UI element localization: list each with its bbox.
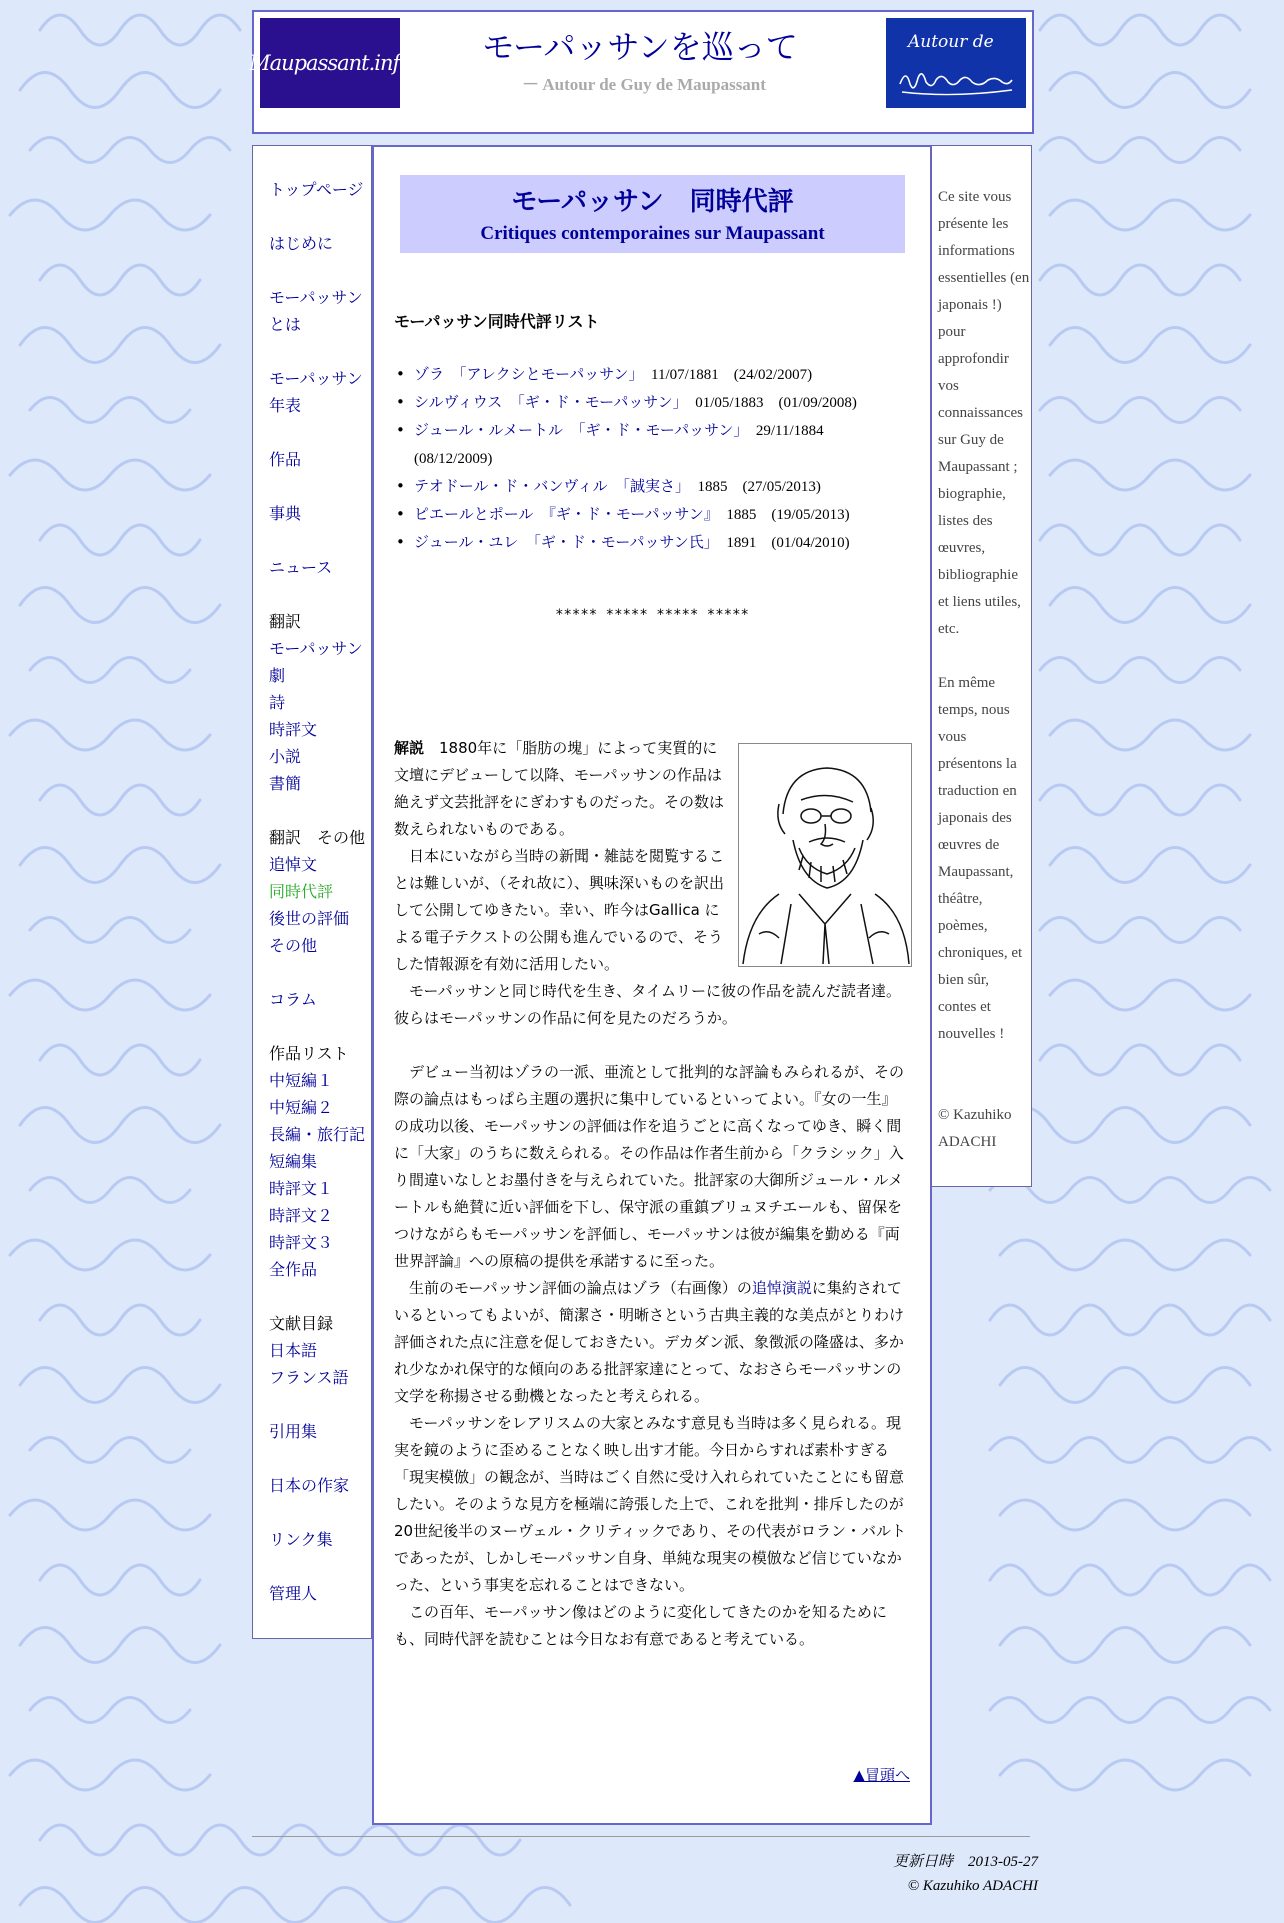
critique-date: 1891 (01/04/2010) (726, 535, 850, 551)
site-header (249, 10, 1034, 134)
back-to-top-link[interactable]: ▲冒頭へ (853, 1766, 910, 1784)
nav-item-intro[interactable]: はじめに (269, 234, 334, 253)
critique-link[interactable]: テオドール・ド・バンヴィル 「誠実さ」 (414, 477, 683, 495)
separator: ***** ***** ***** ***** (555, 607, 749, 623)
autour-logo[interactable] (886, 18, 1026, 108)
bullet-icon: • (396, 365, 405, 383)
site-logo-text: Maupassant.info (249, 51, 411, 75)
nav-item-quotes[interactable]: 引用集 (269, 1422, 318, 1441)
nav-item-works-2[interactable]: 中短編２ (269, 1098, 334, 1117)
critique-link[interactable]: ピエールとポール 『ギ・ド・モーパッサン』 (414, 505, 712, 523)
list-item (394, 389, 909, 417)
nav-item-contemporary-critiques[interactable]: 同時代評 (269, 882, 334, 901)
nav-item-works-all[interactable]: 全作品 (269, 1260, 318, 1279)
commentary-text: に集約されているといってもよいが、簡潔さ・明晰さという古典主義的な美点がとりわけ評価された点に注意を促しておきたい。デカダン派、象徴派の隆盛は、多かれ少なかれ保守的な傾向のある批評家達にとって、なおさらモーパッサンの文学を称揚させる動機となったと考えられる。 (394, 1279, 905, 1405)
commentary (394, 735, 909, 1653)
commentary-paragraph: 日本にいながら当時の新聞・雑誌を閲覧することは難しいが、（それ故に）、興味深いものを訳出して公開してゆきたい。幸い、昨今はGallica による電子テクストの公開も進んでいるので、そうした情報源を有効に活用したい。 (394, 847, 725, 973)
nav-item-trans-chronicles[interactable]: 時評文 (269, 720, 318, 739)
bullet-icon: • (396, 421, 405, 439)
sidebar-intro-text: Ce site vous présente les informations essentielles (en japonais !) pour approfondir vos connaissances sur Guy de Maupassant ; biographie, listes des œuvres, bibliographie et liens utiles, etc. (938, 189, 1030, 637)
nav-item-encyclopedia[interactable]: 事典 (269, 504, 302, 523)
critique-date: 01/05/1883 (01/09/2008) (695, 395, 857, 411)
nav-item-chronology[interactable]: モーパッサン 年表 (269, 369, 363, 415)
nav-item-trans-drama[interactable]: 劇 (269, 666, 286, 685)
nav-item-admin[interactable]: 管理人 (269, 1584, 318, 1603)
nav-heading-translation: 翻訳 (269, 612, 302, 631)
commentary-label: 解説 (394, 739, 425, 757)
nav-item-later-evaluations[interactable]: 後世の評価 (269, 909, 350, 928)
nav-item-trans-poems[interactable]: 詩 (269, 693, 286, 712)
nav-item-other[interactable]: その他 (269, 936, 318, 955)
sidebar-translation-text: En même temps, nous vous présentons la traduction en japonais des œuvres de Maupassant, théâtre, poèmes, chroniques, et bien sûr, contes et nouvelles ! (938, 675, 1023, 1042)
site-subtitle: － Autour de Guy de Maupassant (522, 75, 766, 94)
nav-item-top[interactable]: トップページ (269, 180, 364, 199)
bullet-icon: • (396, 533, 405, 551)
list-item (394, 473, 909, 501)
left-navigation (252, 145, 372, 1639)
site-logo[interactable] (249, 18, 411, 108)
critique-link[interactable]: ゾラ 「アレクシとモーパッサン」 (414, 365, 637, 383)
sidebar-text (938, 184, 1030, 1156)
nav-item-works-chron-3[interactable]: 時評文３ (269, 1233, 334, 1252)
nav-item-works-1[interactable]: 中短編１ (269, 1071, 334, 1090)
nav-heading-bibliography: 文献目録 (269, 1314, 334, 1333)
critique-list-heading: モーパッサン同時代評リスト (394, 312, 600, 331)
sidebar-copyright: © Kazuhiko ADACHI (938, 1107, 1012, 1150)
autour-logo-text: Autour de (908, 32, 994, 52)
critique-date: 1885 (27/05/2013) (697, 479, 821, 495)
site-title: モーパッサンを巡って (482, 28, 798, 66)
nav-item-bib-french[interactable]: フランス語 (269, 1368, 349, 1387)
critique-link[interactable]: ジュール・ルメートル 「ギ・ド・モーパッサン」 (414, 421, 741, 439)
nav-item-works[interactable]: 作品 (269, 450, 302, 469)
list-item (394, 417, 909, 473)
last-updated: 更新日時 2013-05-27 (893, 1854, 1038, 1870)
commentary-paragraph (394, 1275, 909, 1410)
nav-item-works-collections[interactable]: 短編集 (269, 1152, 318, 1171)
commentary-text: 生前のモーパッサン評価の論点はゾラ（右画像）の (394, 1279, 752, 1297)
eulogy-link[interactable]: 追悼演説 (751, 1279, 812, 1297)
nav-item-trans-letters[interactable]: 書簡 (269, 774, 302, 793)
nav-item-bib-japanese[interactable]: 日本語 (269, 1341, 318, 1360)
nav-item-column[interactable]: コラム (269, 990, 317, 1009)
list-item (394, 529, 909, 557)
commentary-paragraph (394, 735, 732, 843)
commentary-paragraph: モーパッサンと同じ時代を生き、タイムリーに彼の作品を読んだ読者達。彼らはモーパッサンの作品に何を見たのだろうか。 (394, 982, 902, 1027)
nav-heading-translation-other: 翻訳 その他 (269, 828, 366, 847)
nav-item-japanese-writers[interactable]: 日本の作家 (269, 1476, 350, 1495)
critique-list (394, 361, 909, 557)
critique-link[interactable]: シルヴィウス 「ギ・ド・モーパッサン」 (414, 393, 681, 411)
signature-image (896, 62, 1018, 100)
bullet-icon: • (396, 477, 405, 495)
footer-copyright: © Kazuhiko ADACHI (907, 1878, 1038, 1894)
right-sidebar (931, 145, 1032, 1187)
commentary-paragraph: モーパッサンをレアリスムの大家とみなす意見も当時は多く見られる。現実を鏡のように歪めることなく映し出す才能。今日からすれば素朴すぎる「現実模倣」の観念が、当時はごく自然に受け入れられていたことにも留意したい。そのような見方を極端に誇張した上で、これを批判・排斥したのが20世紀後半のヌーヴェル・クリティックであり、その代表がロラン・バルトであったが、しかしモーパッサン自身、単純な現実の模倣など信じていなかった、という事実を忘れることはできない。 (394, 1414, 906, 1594)
page-subtitle: Critiques contemporaines sur Maupassant (480, 223, 825, 244)
nav-item-news[interactable]: ニュース (269, 558, 333, 577)
nav-item-works-chron-1[interactable]: 時評文１ (269, 1179, 334, 1198)
page-title: モーパッサン 同時代評 (511, 187, 794, 217)
critique-date: 29/11/1884 (08/12/2009) (414, 423, 839, 467)
nav-item-eulogies[interactable]: 追悼文 (269, 855, 318, 874)
nav-item-trans-maupassant[interactable]: モーパッサン (269, 639, 363, 658)
list-item (394, 361, 909, 389)
critique-date: 11/07/1881 (24/02/2007) (651, 367, 813, 383)
nav-heading-works-list: 作品リスト (269, 1044, 349, 1063)
critique-link[interactable]: ジュール・ユレ 「ギ・ド・モーパッサン氏」 (414, 533, 712, 551)
commentary-paragraph: デビュー当初はゾラの一派、亜流として批判的な評論もみられるが、その際の論点はもっぱら主題の選択に集中しているといってよい。『女の一生』の成功以後、モーパッサンの評価は作を追うごとに高くなってゆき、瞬く間に「大家」のうちに数えられる。その作品は作者生前から「クラシック」入り間違いなしとお墨付きを与えられていた。批評家の大御所ジュール・ルメートルも絶賛に近い評価を下し、保守派の重鎮ブリュヌチエールも、留保をつけながらもモーパッサンを評価し、モーパッサンは彼が編集を勤める『両世界評論』への原稿の提供を承諾するに至った。 (394, 1063, 905, 1270)
nav-main (269, 176, 365, 1607)
footer-divider (252, 1836, 1030, 1837)
bullet-icon: • (396, 505, 405, 523)
commentary-paragraph: この百年、モーパッサン像はどのように変化してきたのかを知るためにも、同時代評を読むことは今日なお有意であると考えている。 (394, 1603, 887, 1648)
commentary-text: 1880年に「脂肪の塊」によって実質的に文壇にデビューして以降、モーパッサンの作品は絶えず文芸批評をにぎわすものだった。その数は数えられないものである。 (394, 739, 725, 838)
bullet-icon: • (396, 393, 405, 411)
nav-item-about[interactable]: モーパッサン とは (269, 288, 363, 334)
nav-item-links[interactable]: リンク集 (269, 1530, 333, 1549)
critique-date: 1885 (19/05/2013) (726, 507, 850, 523)
main-content (372, 145, 932, 1825)
nav-item-trans-novels[interactable]: 小説 (269, 747, 302, 766)
nav-item-works-chron-2[interactable]: 時評文２ (269, 1206, 334, 1225)
page-title-box (400, 175, 905, 253)
nav-item-works-novels[interactable]: 長編・旅行記 (269, 1125, 366, 1144)
list-item (394, 501, 909, 529)
